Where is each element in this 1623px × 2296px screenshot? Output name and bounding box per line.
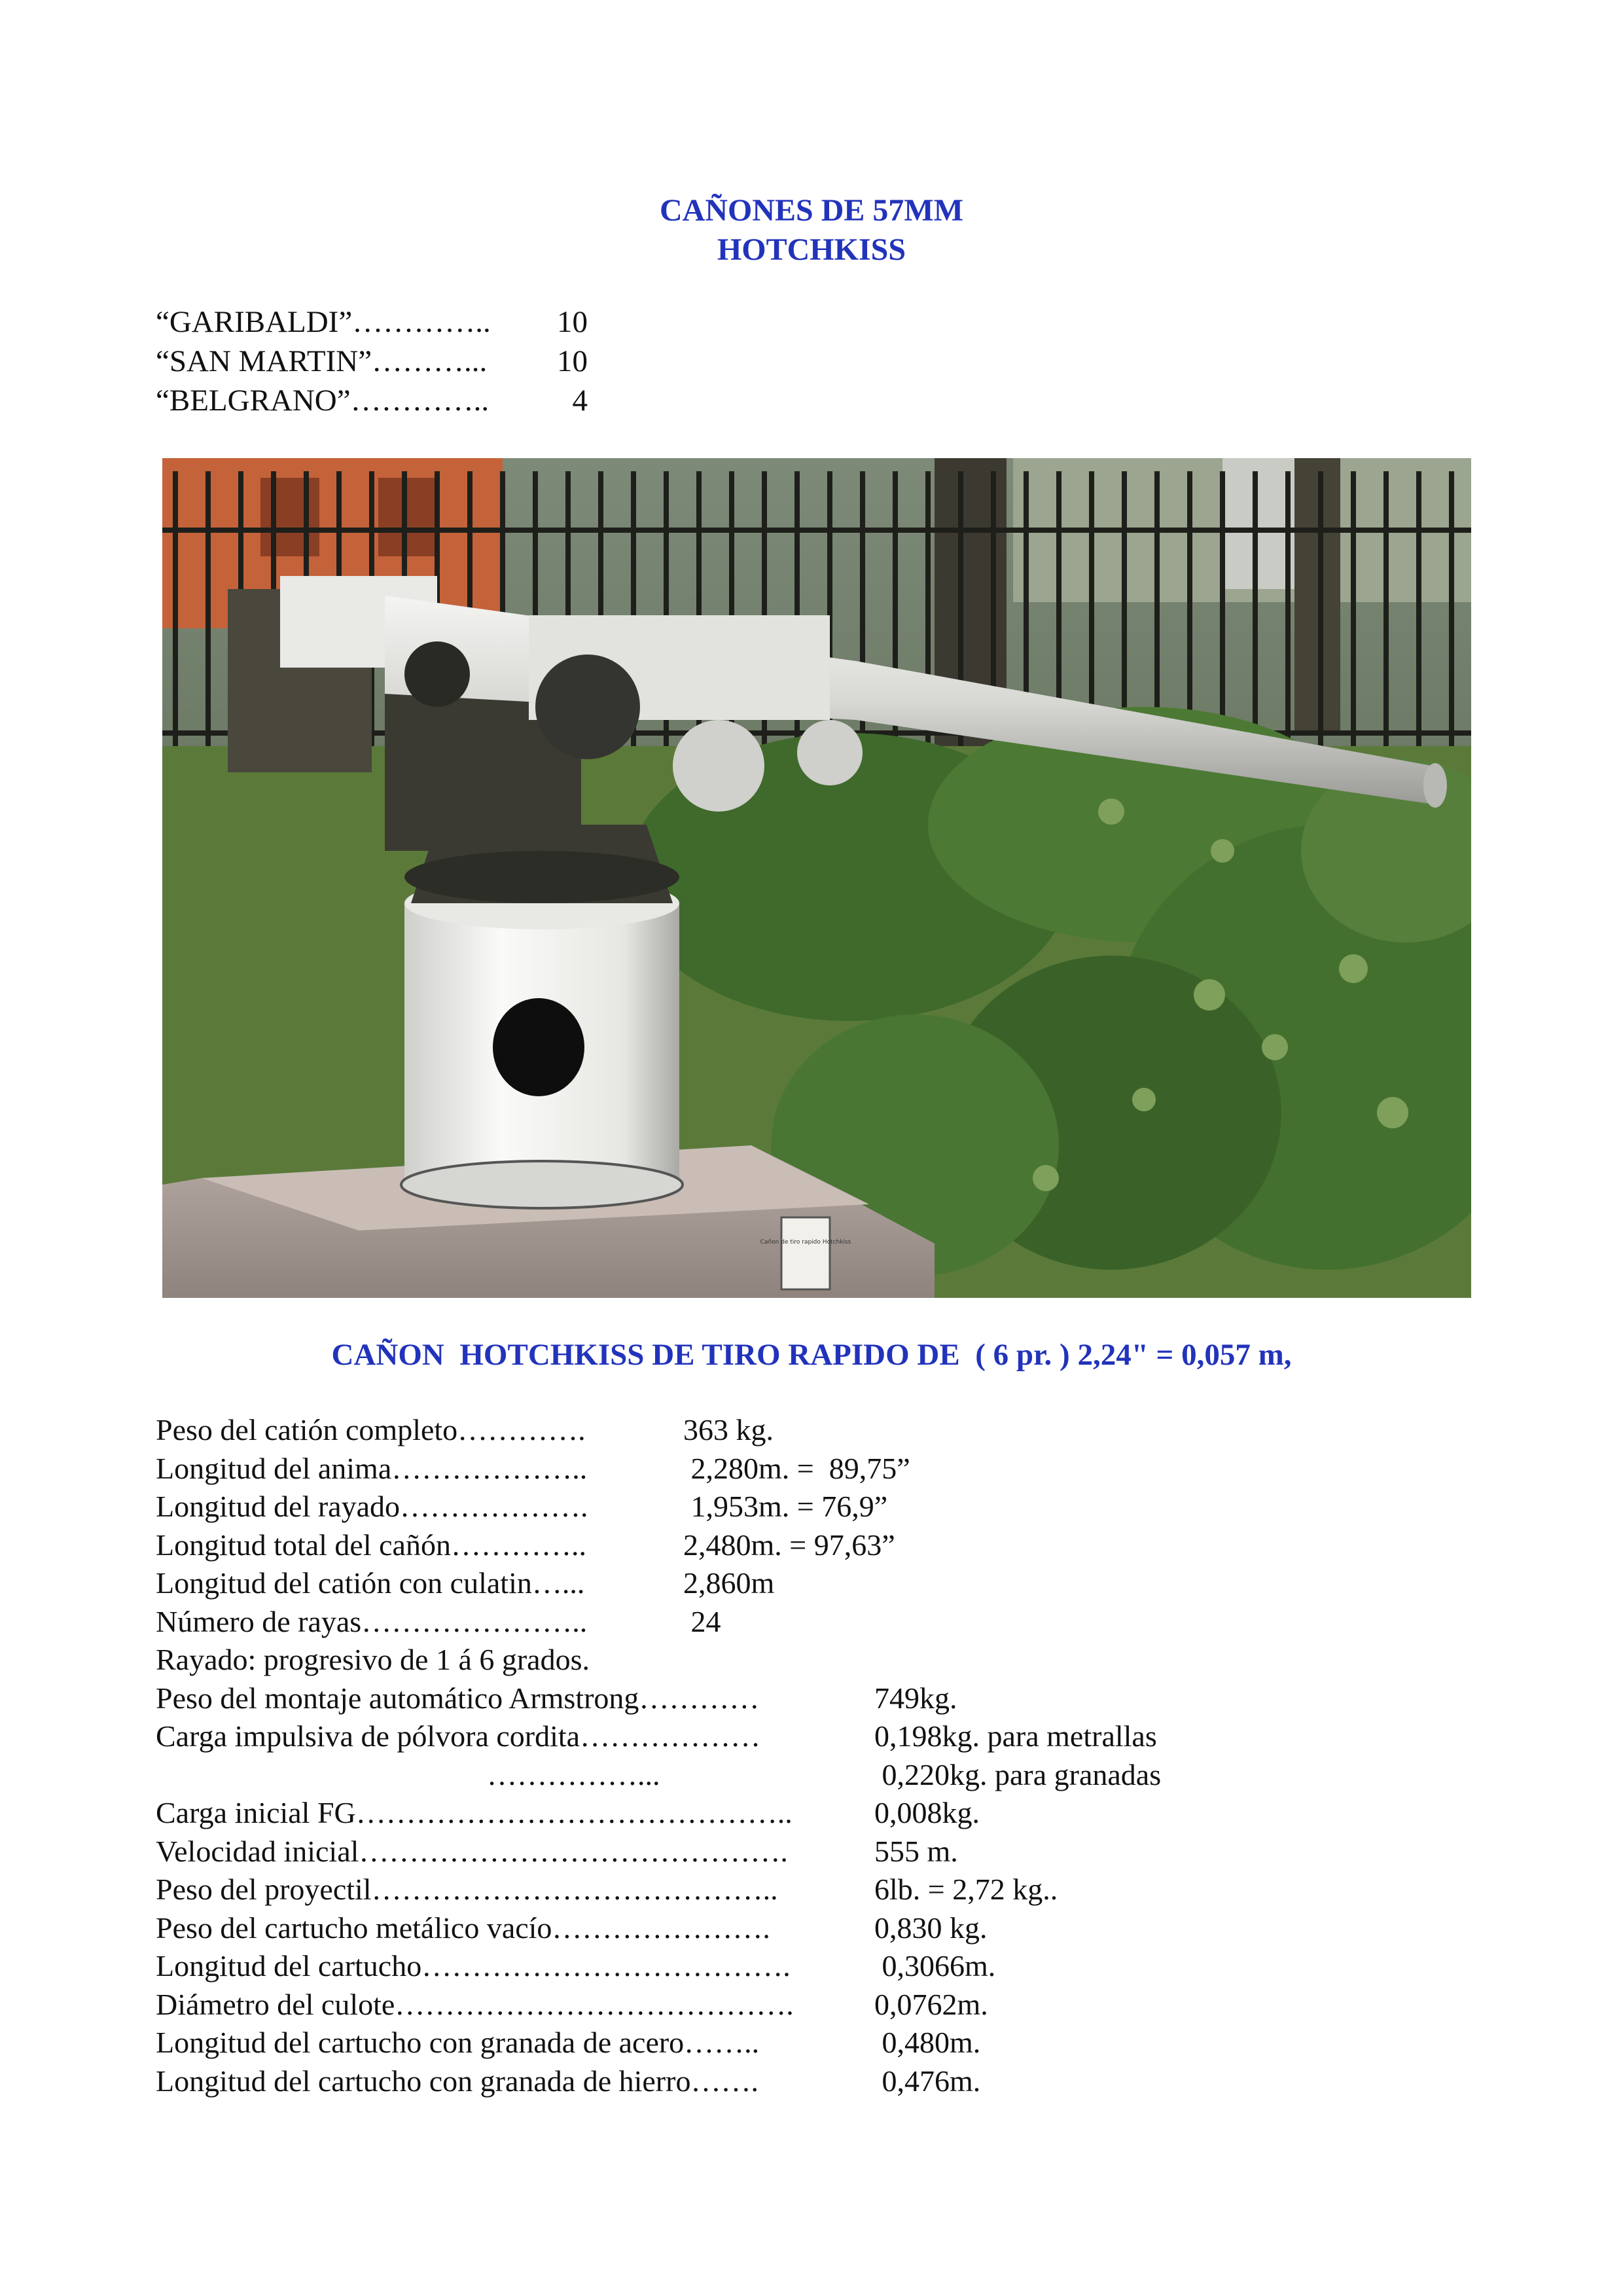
plaque-text: Cañon de tiro rapido Hotchkiss — [760, 1239, 851, 1246]
page-title-line2: HOTCHKISS — [717, 232, 906, 267]
spec-label: Peso del montaje automático Armstrong………… — [156, 1681, 760, 1715]
spec-value: 2,280m. = 89,75” — [683, 1451, 910, 1485]
spec-value: 0,476m. — [874, 2064, 981, 2098]
spec-value: 0,220kg. para granadas — [874, 1757, 1162, 1791]
ship-gun-count: 10 — [557, 344, 588, 378]
spec-label: Velocidad inicial……………………………………. — [156, 1834, 788, 1868]
spec-value: 0,830 kg. — [874, 1910, 988, 1945]
spec-label: Longitud del cartucho con granada de hierro……. — [156, 2064, 758, 2098]
ship-name: “SAN MARTIN”………... — [156, 344, 488, 378]
spec-value: 363 kg. — [683, 1413, 774, 1446]
spec-label: Carga inicial FG…………………………………….. — [156, 1796, 793, 1829]
spec-label: Número de rayas………………….. — [156, 1604, 588, 1638]
spec-label: Carga impulsiva de pólvora cordita……………… — [156, 1719, 761, 1753]
spec-value: 749kg. — [874, 1681, 957, 1715]
spec-label: Longitud total del cañón………….. — [156, 1528, 586, 1562]
spec-label: ……………... — [156, 1757, 660, 1791]
spec-value: 0,480m. — [874, 2026, 981, 2059]
spec-label: Peso del cartucho metálico vacío…………………. — [156, 1910, 770, 1945]
ship-name: “GARIBALDI”………….. — [156, 305, 491, 339]
spec-label: Peso del proyectil………………………………….. — [156, 1873, 778, 1906]
ship-gun-count: 4 — [572, 384, 588, 418]
ship-gun-count: 10 — [557, 305, 588, 339]
ship-name: “BELGRANO”………….. — [156, 384, 490, 418]
spec-value: 555 m. — [874, 1834, 958, 1868]
page-title-line1: CAÑONES DE 57MM — [660, 193, 963, 228]
spec-value: 6lb. = 2,72 kg.. — [874, 1873, 1058, 1906]
spec-label: Longitud del cartucho con granada de acero…….. — [156, 2026, 760, 2059]
spec-value: 2,860m — [683, 1566, 775, 1600]
spec-label: Longitud del rayado………………. — [156, 1490, 588, 1523]
cannon-photo — [162, 458, 1471, 1298]
spec-label: Longitud del cartucho………………………………. — [156, 1949, 791, 1982]
spec-value: 1,953m. = 76,9” — [683, 1490, 888, 1523]
spec-value: 0,008kg. — [874, 1796, 980, 1829]
spec-value: 24 — [683, 1604, 721, 1638]
spec-value: 0,198kg. para metrallas — [874, 1719, 1157, 1753]
spec-value: 2,480m. = 97,63” — [683, 1528, 895, 1562]
spec-label: Longitud del catión con culatin…... — [156, 1566, 585, 1600]
spec-value: 0,0762m. — [874, 1987, 988, 2021]
spec-value: 0,3066m. — [874, 1949, 996, 1982]
specs-title: CAÑON HOTCHKISS DE TIRO RAPIDO DE ( 6 pr. ) 2,24" = 0,057 m, — [331, 1338, 1292, 1372]
spec-label: Diámetro del culote…………………………………. — [156, 1987, 794, 2021]
spec-label: Longitud del anima……………….. — [156, 1451, 588, 1485]
spec-label: Peso del catión completo…………. — [156, 1413, 586, 1446]
spec-label: Rayado: progresivo de 1 á 6 grados. — [156, 1643, 590, 1676]
